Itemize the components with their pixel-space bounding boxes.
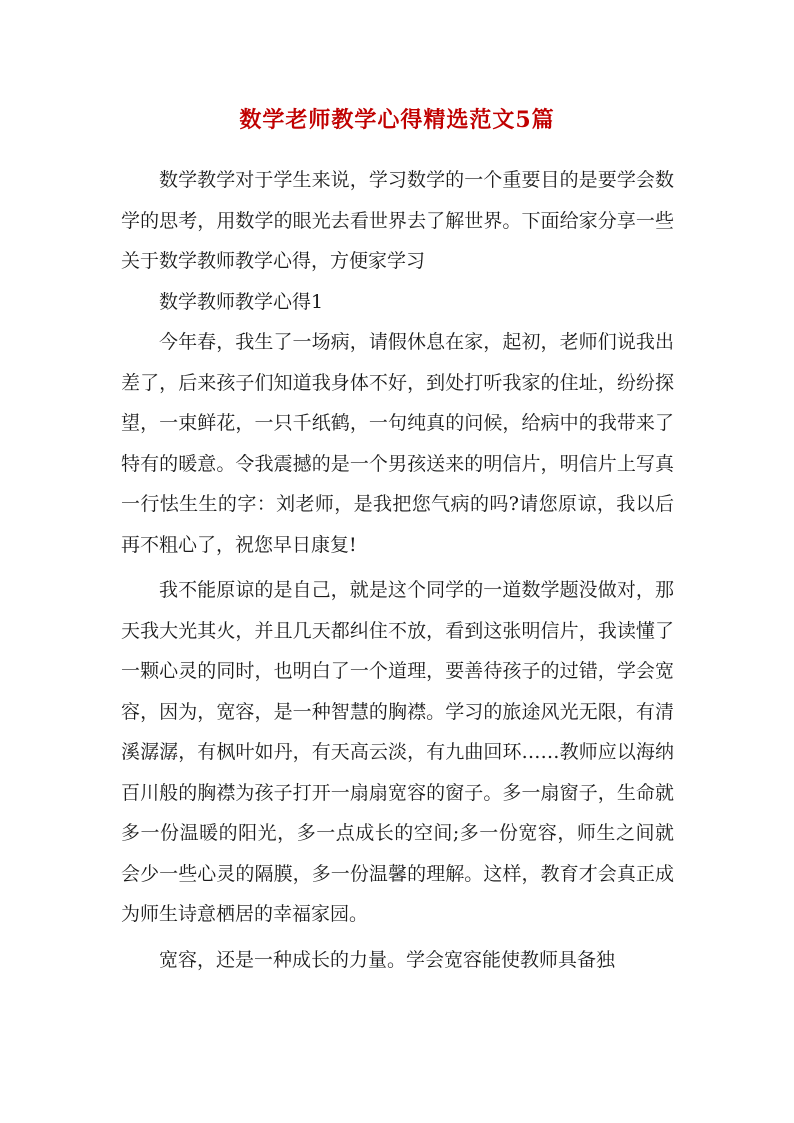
paragraph-1: 今年春，我生了一场病，请假休息在家，起初，老师们说我出差了，后来孩子们知道我身体不好，到处打听我家的住址，纷纷探望，一束鲜花，一只千纸鹤，一句纯真的问候，给病中的我带来了特有的暖意。令我震撼的是一个男孩送来的明信片，明信片上写真一行怯生生的字：刘老师，是我把您气病的吗?请您原谅，我以后再不粗心了，祝您早日康复! — [121, 331, 674, 556]
paragraph-3: 宽容，还是一种成长的力量。学会宽容能使教师具备独 — [159, 948, 616, 971]
document-title: 数学老师教学心得精选范文5篇 — [239, 107, 555, 133]
section-heading: 数学教师教学心得1 — [159, 290, 324, 313]
document-body — [121, 160, 674, 980]
paragraph-2: 我不能原谅的是自己，就是这个同学的一道数学题没做对，那天我大光其火，并且几天都纠住不放，看到这张明信片，我读懂了一颗心灵的同时，也明白了一个道理，要善待孩子的过错，学会宽容，因为，宽容，是一种智慧的胸襟。学习的旅途风光无限，有清溪潺潺，有枫叶如丹，有天高云淡，有九曲回环……教师应以海纳百川般的胸襟为孩子打开一扇扇宽容的窗子。多一扇窗子，生命就多一份温暖的阳光，多一点成长的空间;多一份宽容，师生之间就会少一些心灵的隔膜，多一份温馨的理解。这样，教育才会真正成为师生诗意栖居的幸福家园。 — [121, 579, 674, 925]
intro-paragraph: 数学教学对于学生来说，学习数学的一个重要目的是要学会数学的思考，用数学的眼光去看世界去了解世界。下面给家分享一些关于数学教师教学心得，方便家学习 — [121, 169, 674, 272]
